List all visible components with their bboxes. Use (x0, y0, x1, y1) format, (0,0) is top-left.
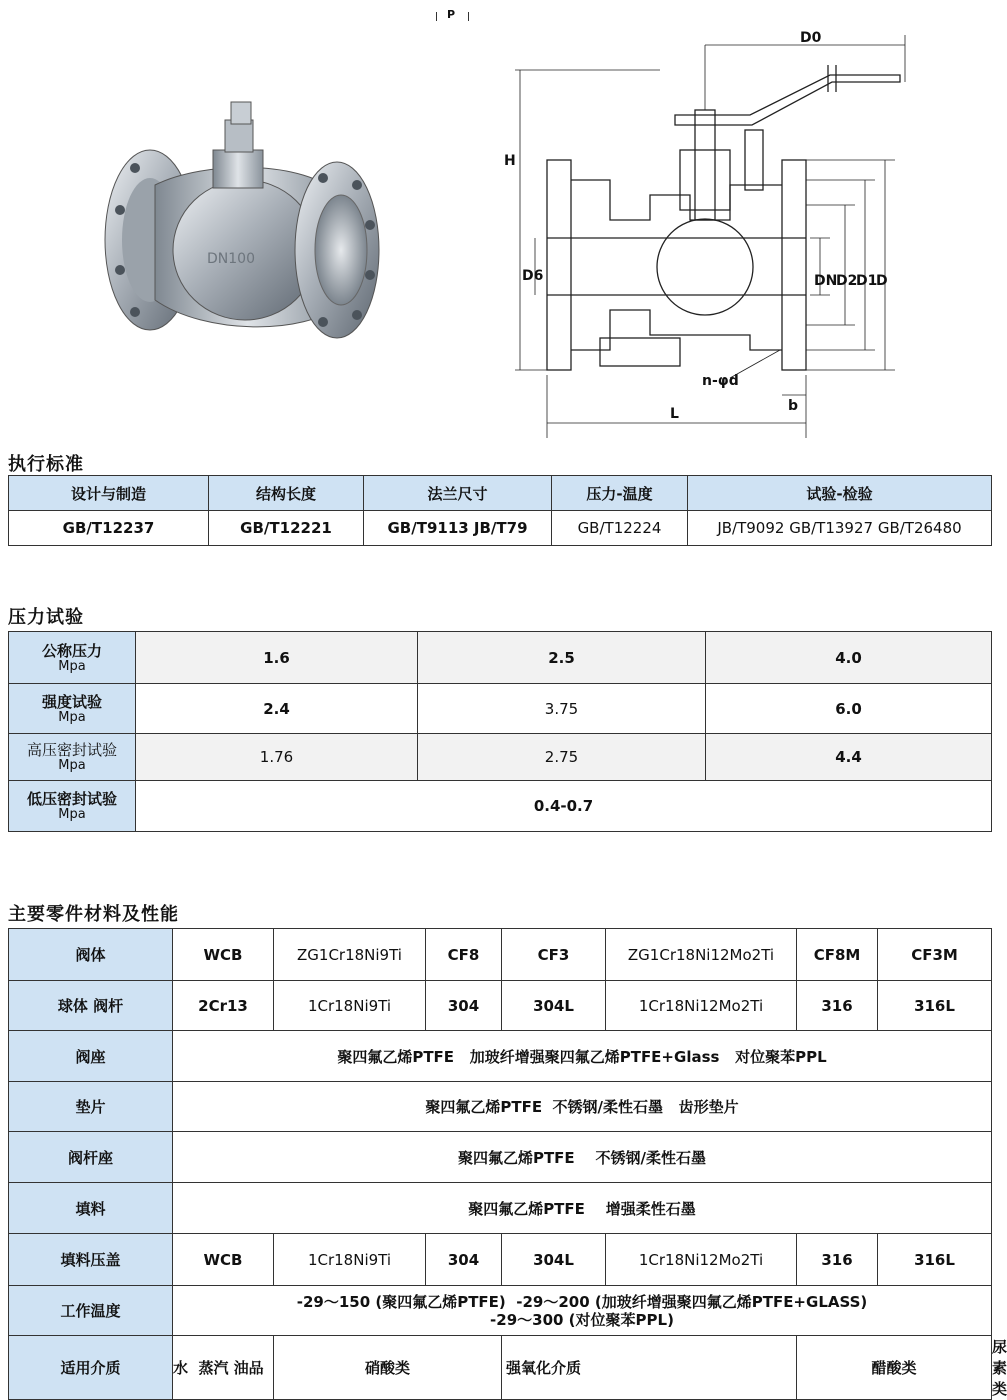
pressure-table (8, 631, 992, 832)
material-cell: CF8M (797, 929, 878, 981)
pressure-label-high-seal: 高压密封试验 Mpa (9, 734, 136, 781)
standards-title: 执行标准 (8, 454, 84, 475)
materials-label-stem-seat: 阀杆座 (9, 1132, 173, 1183)
materials-table: 阀体 WCB ZG1Cr18Ni9Ti CF8 CF3 ZG1Cr18Ni12Mo2Ti CF8M CF3M 球体 阀杆 2Cr13 1Cr18Ni9Ti 304 304L 1Cr18Ni12Mo2Ti 316 316L 阀座 聚四氟乙烯PTFE 加玻纤增强聚四氟乙烯PTFE+Glass 对位聚苯PPL 垫片 聚四氟乙烯PTFE 不锈钢/柔性石墨 齿形垫片 阀杆座 聚四氟乙烯PTFE 不锈钢/柔性石墨 填料 聚四氟乙烯PTFE 增强柔性石墨 填料压盖 WCB 1Cr18Ni9Ti 304 304L 1Cr18Ni12Mo2Ti 316 316L 工作温度 -29～150 (聚四氟乙烯PTFE) -29～200 (加玻纤增强聚四氟乙烯PTFE+GLASS) -29～300 (对位聚苯PPL) 适用介质 水 蒸汽 油品 硝酸类 强氧化介质 醋酸类 尿素类 (8, 928, 992, 1400)
dim-d1: D1 (856, 273, 878, 289)
dim-d6: D6 (522, 268, 544, 284)
material-cell-stem-seat: 聚四氟乙烯PTFE 不锈钢/柔性石墨 (173, 1132, 992, 1183)
material-cell: ZG1Cr18Ni9Ti (274, 929, 426, 981)
materials-label-seat: 阀座 (9, 1031, 173, 1082)
material-cell: WCB (173, 929, 274, 981)
pressure-cell: 2.5 (418, 632, 706, 684)
materials-label-gland: 填料压盖 (9, 1234, 173, 1286)
material-cell: 316 (797, 981, 878, 1031)
pressure-cell: 2.4 (136, 684, 418, 734)
valve-section-drawing (490, 20, 920, 440)
top-tick-right (468, 12, 469, 21)
standards-table (8, 475, 992, 546)
dim-d2: D2 (836, 273, 858, 289)
material-cell: 2Cr13 (173, 981, 274, 1031)
pressure-cell: 1.76 (136, 734, 418, 781)
pressure-cell: 4.4 (706, 734, 992, 781)
material-cell: WCB (173, 1234, 274, 1286)
dim-h: H (504, 153, 516, 169)
material-cell: 304L (502, 981, 606, 1031)
material-cell-temp (173, 1286, 992, 1336)
materials-label-temp: 工作温度 (9, 1286, 173, 1336)
temp-line-2: -29～300 (对位聚苯PPL) (490, 1310, 674, 1329)
material-cell-packing: 聚四氟乙烯PTFE 增强柔性石墨 (173, 1183, 992, 1234)
materials-label-packing: 填料 (9, 1183, 173, 1234)
pressure-label-strength: 强度试验 Mpa (9, 684, 136, 734)
ball-valve-photo (95, 100, 385, 350)
material-cell-seat: 聚四氟乙烯PTFE 加玻纤增强聚四氟乙烯PTFE+Glass 对位聚苯PPL (173, 1031, 992, 1082)
media-cell: 水 蒸汽 油品 (173, 1336, 274, 1400)
pressure-cell: 1.6 (136, 632, 418, 684)
material-cell: 1Cr18Ni12Mo2Ti (606, 981, 797, 1031)
dim-d: D (876, 273, 888, 289)
material-cell: ZG1Cr18Ni12Mo2Ti (606, 929, 797, 981)
body-mark-text: DN100 (207, 251, 255, 267)
standards-value-pt: GB/T12224 (552, 511, 688, 546)
standards-value-flange: GB/T9113 JB/T79 (364, 511, 552, 546)
pressure-cell: 4.0 (706, 632, 992, 684)
ball-valve-illustration (95, 100, 385, 350)
pressure-cell-merged: 0.4-0.7 (136, 781, 992, 832)
materials-label-media: 适用介质 (9, 1336, 173, 1400)
media-cell: 醋酸类 (797, 1336, 992, 1400)
pressure-cell: 3.75 (418, 684, 706, 734)
pressure-label-low-seal: 低压密封试验 Mpa (9, 781, 136, 832)
pressure-title: 压力试验 (8, 607, 84, 628)
standards-value-length: GB/T12221 (209, 511, 364, 546)
top-tick-left (436, 12, 437, 21)
material-cell-gasket: 聚四氟乙烯PTFE 不锈钢/柔性石墨 齿形垫片 (173, 1082, 992, 1132)
pressure-cell: 2.75 (418, 734, 706, 781)
media-cell: 强氧化介质 (502, 1336, 797, 1400)
materials-title: 主要零件材料及性能 (8, 904, 179, 925)
pressure-cell: 6.0 (706, 684, 992, 734)
material-cell: 316 (797, 1234, 878, 1286)
material-cell: 1Cr18Ni12Mo2Ti (606, 1234, 797, 1286)
top-mark: P (447, 8, 456, 21)
standards-header-design: 设计与制造 (9, 476, 209, 511)
material-cell: 316L (878, 1234, 992, 1286)
material-cell: 304 (426, 981, 502, 1031)
section-drawing-svg (490, 20, 920, 440)
dim-l: L (670, 406, 679, 422)
dim-b: b (788, 398, 799, 414)
material-cell: 304L (502, 1234, 606, 1286)
media-cell: 硝酸类 (274, 1336, 502, 1400)
standards-value-design: GB/T12237 (9, 511, 209, 546)
materials-label-body: 阀体 (9, 929, 173, 981)
standards-header-length: 结构长度 (209, 476, 364, 511)
material-cell: CF3 (502, 929, 606, 981)
standards-header-pt: 压力-温度 (552, 476, 688, 511)
material-cell: 316L (878, 981, 992, 1031)
material-cell: 304 (426, 1234, 502, 1286)
materials-label-gasket: 垫片 (9, 1082, 173, 1132)
standards-header-flange: 法兰尺寸 (364, 476, 552, 511)
materials-label-ball: 球体 阀杆 (9, 981, 173, 1031)
material-cell: 1Cr18Ni9Ti (274, 1234, 426, 1286)
dim-bolt: n-φd (702, 373, 739, 389)
material-cell: CF3M (878, 929, 992, 981)
standards-header-test: 试验-检验 (688, 476, 992, 511)
dim-d0: D0 (800, 30, 822, 46)
material-cell: CF8 (426, 929, 502, 981)
dim-dn: DN (814, 273, 838, 289)
standards-value-test: JB/T9092 GB/T13927 GB/T26480 (688, 511, 992, 546)
temp-line-1: -29～150 (聚四氟乙烯PTFE) -29～200 (加玻纤增强聚四氟乙烯PTFE+GLASS) (296, 1292, 868, 1311)
material-cell: 1Cr18Ni9Ti (274, 981, 426, 1031)
pressure-label-nominal: 公称压力 Mpa (9, 632, 136, 684)
